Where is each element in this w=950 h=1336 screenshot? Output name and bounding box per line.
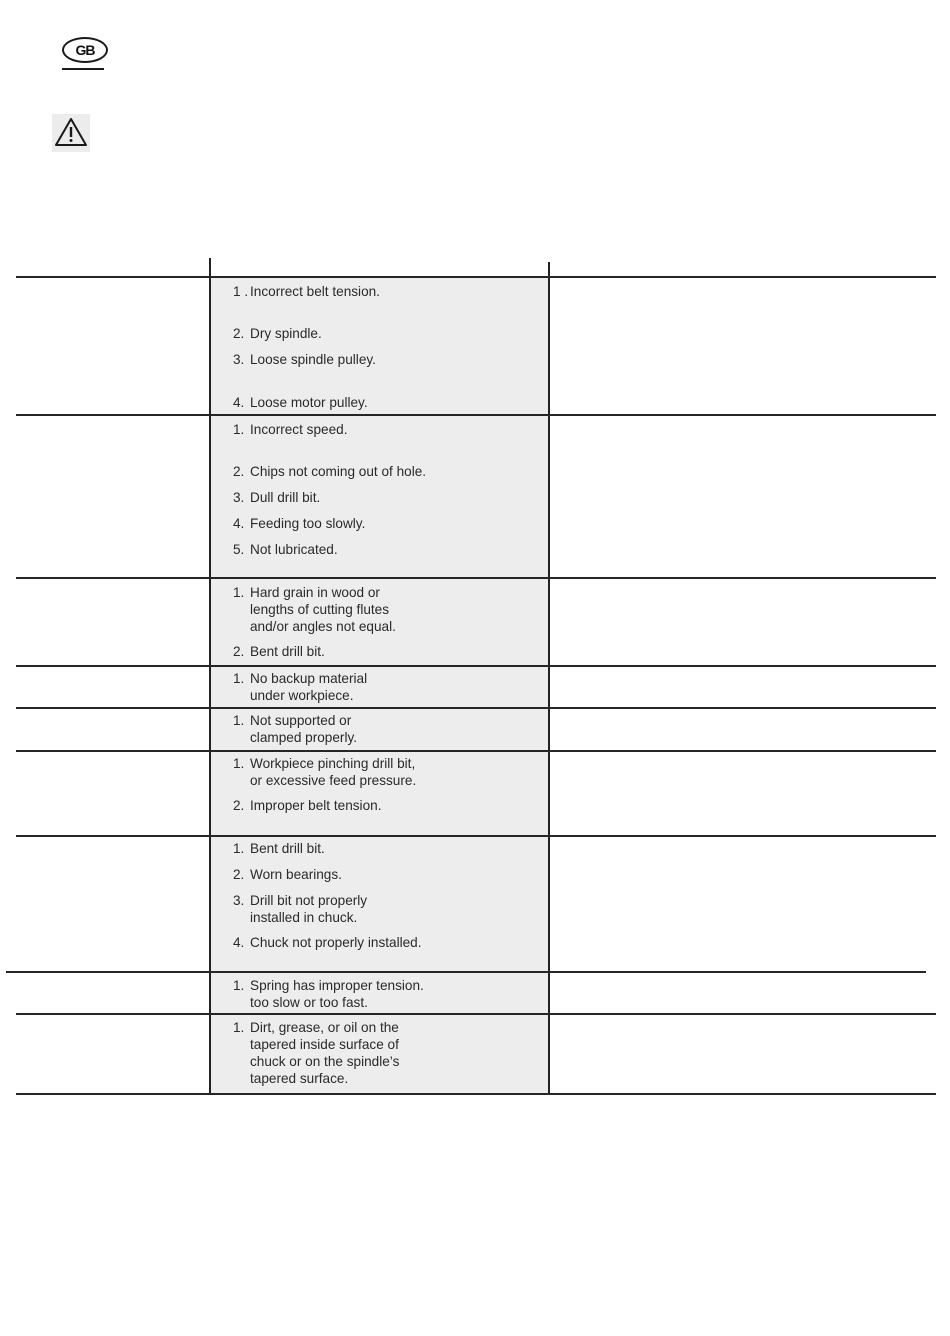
cause-text-continuation: too slow or too fast.	[250, 995, 368, 1010]
cause-item	[233, 584, 396, 635]
cause-number: 2.	[233, 326, 245, 341]
cause-text-continuation: or excessive feed pressure.	[250, 773, 417, 788]
cause-item	[233, 755, 416, 789]
cause-text: Chips not coming out of hole.	[250, 464, 427, 479]
cause-text: Spring has improper tension.	[250, 978, 424, 993]
cause-item	[233, 541, 338, 558]
cause-text: Not lubricated.	[250, 542, 338, 557]
cause-text: Chuck not properly installed.	[250, 935, 422, 950]
cause-text: Not supported or	[250, 713, 352, 728]
cause-text: Dry spindle.	[250, 326, 322, 341]
cause-text: Bent drill bit.	[250, 644, 325, 659]
header-rule	[16, 276, 936, 278]
row-rule	[16, 835, 936, 837]
cause-number: 3.	[233, 893, 245, 908]
cause-item	[233, 325, 322, 342]
cause-number: 1.	[233, 756, 245, 771]
cause-text: Drill bit not properly	[250, 893, 368, 908]
cause-text: Dull drill bit.	[250, 490, 321, 505]
cause-item	[233, 712, 357, 746]
cause-number: 2.	[233, 798, 245, 813]
cause-text: Worn bearings.	[250, 867, 342, 882]
row-rule	[16, 665, 936, 667]
cause-text: Improper belt tension.	[250, 798, 382, 813]
cause-text: Feeding too slowly.	[250, 516, 366, 531]
cause-item	[233, 866, 342, 883]
cause-number: 1 .	[233, 284, 249, 299]
cause-number: 1.	[233, 841, 245, 856]
cause-item	[233, 515, 365, 532]
cause-text-continuation: tapered surface.	[250, 1071, 349, 1086]
table-bottom-rule	[16, 1093, 936, 1095]
cause-text-continuation: under workpiece.	[250, 688, 354, 703]
cause-text: Workpiece pinching drill bit,	[250, 756, 416, 771]
cause-text: Dirt, grease, or oil on the	[250, 1020, 399, 1035]
cause-number: 1.	[233, 713, 245, 728]
cause-item	[233, 934, 422, 951]
cause-number: 3.	[233, 490, 245, 505]
cause-item	[233, 351, 376, 368]
cause-item	[233, 977, 424, 1011]
cause-number: 4.	[233, 395, 245, 410]
cause-item	[233, 670, 367, 704]
cause-item	[233, 840, 325, 857]
row-rule	[16, 1013, 936, 1015]
cause-item	[233, 463, 426, 480]
cause-text: Incorrect belt tension.	[250, 284, 380, 299]
cause-item	[233, 394, 368, 411]
cause-number: 3.	[233, 352, 245, 367]
cause-number: 2.	[233, 644, 245, 659]
column-divider-left	[209, 258, 211, 1094]
cause-number: 1.	[233, 671, 245, 686]
cause-text: Loose spindle pulley.	[250, 352, 376, 367]
cause-text-continuation: lengths of cutting flutes	[250, 602, 390, 617]
cause-text: Hard grain in wood or	[250, 585, 380, 600]
cause-number: 2.	[233, 867, 245, 882]
cause-text: Bent drill bit.	[250, 841, 325, 856]
cause-number: 1.	[233, 585, 245, 600]
cause-number: 1.	[233, 978, 245, 993]
cause-item	[233, 489, 320, 506]
cause-text: No backup material	[250, 671, 368, 686]
cause-number: 4.	[233, 935, 245, 950]
cause-text-continuation: tapered inside surface of	[250, 1037, 399, 1052]
warning-triangle-icon	[52, 114, 90, 152]
badge-underline	[62, 68, 104, 70]
column-divider-right	[548, 262, 550, 1094]
cause-text-continuation: and/or angles not equal.	[250, 619, 396, 634]
row-rule	[16, 707, 936, 709]
country-badge-label: GB	[75, 42, 95, 58]
cause-text: Incorrect speed.	[250, 422, 348, 437]
cause-item	[233, 892, 367, 926]
cause-item	[233, 1019, 399, 1087]
cause-item	[233, 797, 381, 814]
cause-text-continuation: installed in chuck.	[250, 910, 358, 925]
row-rule	[16, 414, 936, 416]
cause-text: Loose motor pulley.	[250, 395, 368, 410]
cause-text-continuation: chuck or on the spindle’s	[250, 1054, 400, 1069]
row-rule	[16, 577, 936, 579]
row-rule	[16, 750, 936, 752]
cause-number: 2.	[233, 464, 245, 479]
cause-number: 5.	[233, 542, 245, 557]
cause-number: 4.	[233, 516, 245, 531]
cause-number: 1.	[233, 422, 245, 437]
country-badge-gb	[62, 37, 108, 63]
row-rule	[6, 971, 926, 973]
cause-number: 1.	[233, 1020, 245, 1035]
cause-text-continuation: clamped properly.	[250, 730, 358, 745]
cause-item	[233, 643, 325, 660]
cause-item	[233, 283, 380, 300]
cause-item	[233, 421, 347, 438]
